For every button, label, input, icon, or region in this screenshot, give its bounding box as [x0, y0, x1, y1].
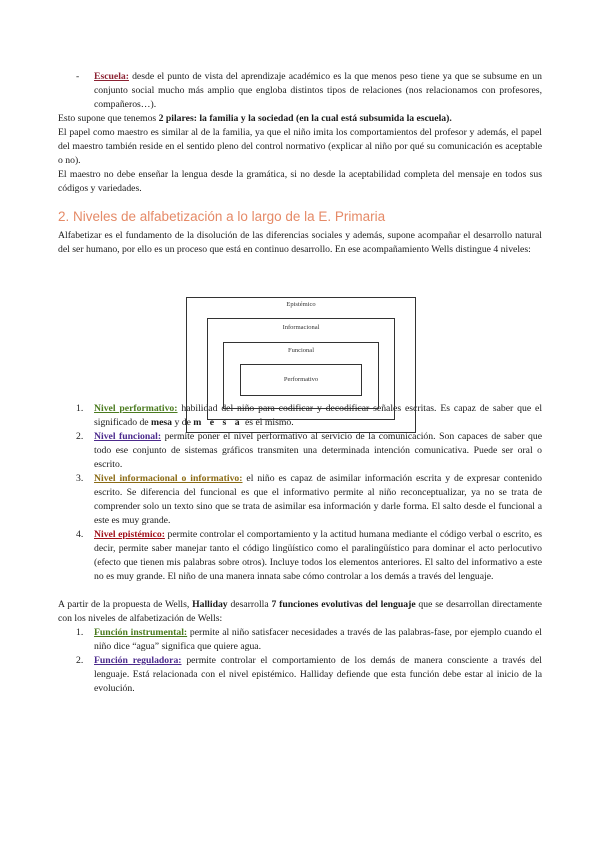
dash-bullet: -: [76, 71, 80, 82]
list-item: [58, 654, 542, 696]
keyword-epistemico: Nivel epistémico:: [94, 529, 165, 540]
level-text-after: es el mismo.: [242, 417, 294, 428]
list-item: [58, 626, 542, 654]
level-text: el niño es capaz de asimilar información escrita y de expresar contenido escrito. Se diferencia del funcional es que el informativo permite al niño reconceptualizar, ya no se trata de comprender solo un texto sino que se trata de asimilar esa información y darle forma. El salto desde el funcional a este es muy grande.: [94, 473, 542, 526]
list-item-escuela: [58, 70, 542, 112]
keyword-instrumental: Función instrumental:: [94, 627, 188, 638]
pillars-paragraph: [58, 112, 542, 126]
keyword-reguladora: Función reguladora:: [94, 655, 182, 666]
list-number: 2.: [76, 431, 84, 442]
diagram-box-informacional: [207, 318, 395, 420]
wells-levels-diagram: [186, 297, 416, 433]
function-text: permite controlar el comportamiento de los demás de manera consciente a través del lenguaje. Está relacionada con el nivel epistémico. Halliday defiende que esta función debe estar al inicio de la evolución.: [94, 655, 542, 694]
keyword-performativo: Nivel performativo:: [94, 403, 178, 414]
escuela-text: desde el punto de vista del aprendizaje académico es la que menos peso tiene ya que se subsume en un conjunto social mucho más amplio que engloba distintos tipos de relaciones (nos relacionamos con profesores, compañeros…).: [94, 71, 542, 110]
intro-paragraph: Alfabetizar es el fundamento de la disolución de las diferencias sociales y además, supone acompañar el desarrollo natural del ser humano, por ello es un proceso que está en continuo desarrollo. En ese acompañamiento Wells distingue 4 niveles:: [58, 230, 542, 255]
level-text: permite controlar el comportamiento y la actitud humana mediante el código verbal o escrito, es decir, permite saber manejar tanto el código lingüístico como el paralingüístico para dominar el acto perlocutivo (efecto que tienen mis palabras sobre otros). Incluye todos los elementos anteriores. El salto del informativo a este no es muy grande. El niño de una manera innata sabe cómo controlar a los demás a través del lenguaje.: [94, 529, 543, 582]
level-text: habilidad del niño para codificar y decodificar señales escritas. Es capaz de saber que el significado de: [94, 403, 543, 428]
halliday-bold: 7 funciones evolutivas del lenguaje: [271, 599, 416, 610]
spacer: [58, 584, 542, 598]
halliday-mid: desarrolla: [227, 599, 272, 610]
keyword-escuela: Escuela:: [94, 71, 129, 82]
pillars-pre: Esto supone que tenemos: [58, 113, 159, 124]
diagram-label-epistemico: Epistémico: [286, 301, 316, 308]
grammar-paragraph: El maestro no debe enseñar la lengua desde la gramática, si no desde la aceptabilidad completa del mensaje en todos sus códigos y variedades.: [58, 169, 542, 194]
diagram-label-informacional: Informacional: [282, 324, 320, 331]
list-number: 1.: [76, 627, 84, 638]
list-number: 1.: [76, 403, 84, 414]
list-number: 3.: [76, 473, 84, 484]
keyword-informacional: Nivel informacional o informativo:: [94, 473, 243, 484]
diagram-box-performativo: [240, 364, 362, 396]
halliday-post: que se desarrollan directamente con los niveles de alfabetización de Wells:: [58, 599, 542, 624]
list-number: 4.: [76, 529, 84, 540]
diagram-label-performativo: Performativo: [283, 376, 319, 383]
list-item: [58, 430, 542, 472]
function-text: permite al niño satisfacer necesidades a través de las palabras-fase, por ejemplo cuando el niño dice “agua” significa que quiere agua.: [94, 627, 542, 652]
bold-spaced-word: m e s a: [193, 417, 243, 428]
functions-list: [58, 626, 542, 696]
level-text-mid: y de: [172, 417, 194, 428]
halliday-name: Halliday: [192, 599, 228, 610]
teacher-paragraph: El papel como maestro es similar al de la familia, ya que el niño imita los comportamientos del profesor y además, el papel del maestro también reside en el sentido pleno del control normativo (explicar al niño por qué su comunicación es aceptable o no).: [58, 127, 542, 166]
diagram-label-funcional: Funcional: [288, 347, 314, 354]
pillars-bold: 2 pilares: la familia y la sociedad (en la cual está subsumida la escuela).: [158, 113, 452, 124]
keyword-funcional: Nivel funcional:: [94, 431, 162, 442]
level-text: permite poner el nivel performativo al servicio de la comunicación. Son capaces de saber que todo ese conjunto de sistemas gráficos transmiten una determinada intención comunicativa. Puede ser oral o escrito.: [94, 431, 542, 470]
list-number: 2.: [76, 655, 84, 666]
diagram-box-funcional: [223, 342, 379, 409]
list-item: [58, 472, 542, 528]
list-item: [58, 528, 542, 584]
bold-word: mesa: [151, 417, 173, 428]
halliday-paragraph: [58, 598, 542, 626]
halliday-pre: A partir de la propuesta de Wells,: [58, 599, 193, 610]
section-heading: 2. Niveles de alfabetización a lo largo de la E. Primaria: [58, 209, 386, 224]
